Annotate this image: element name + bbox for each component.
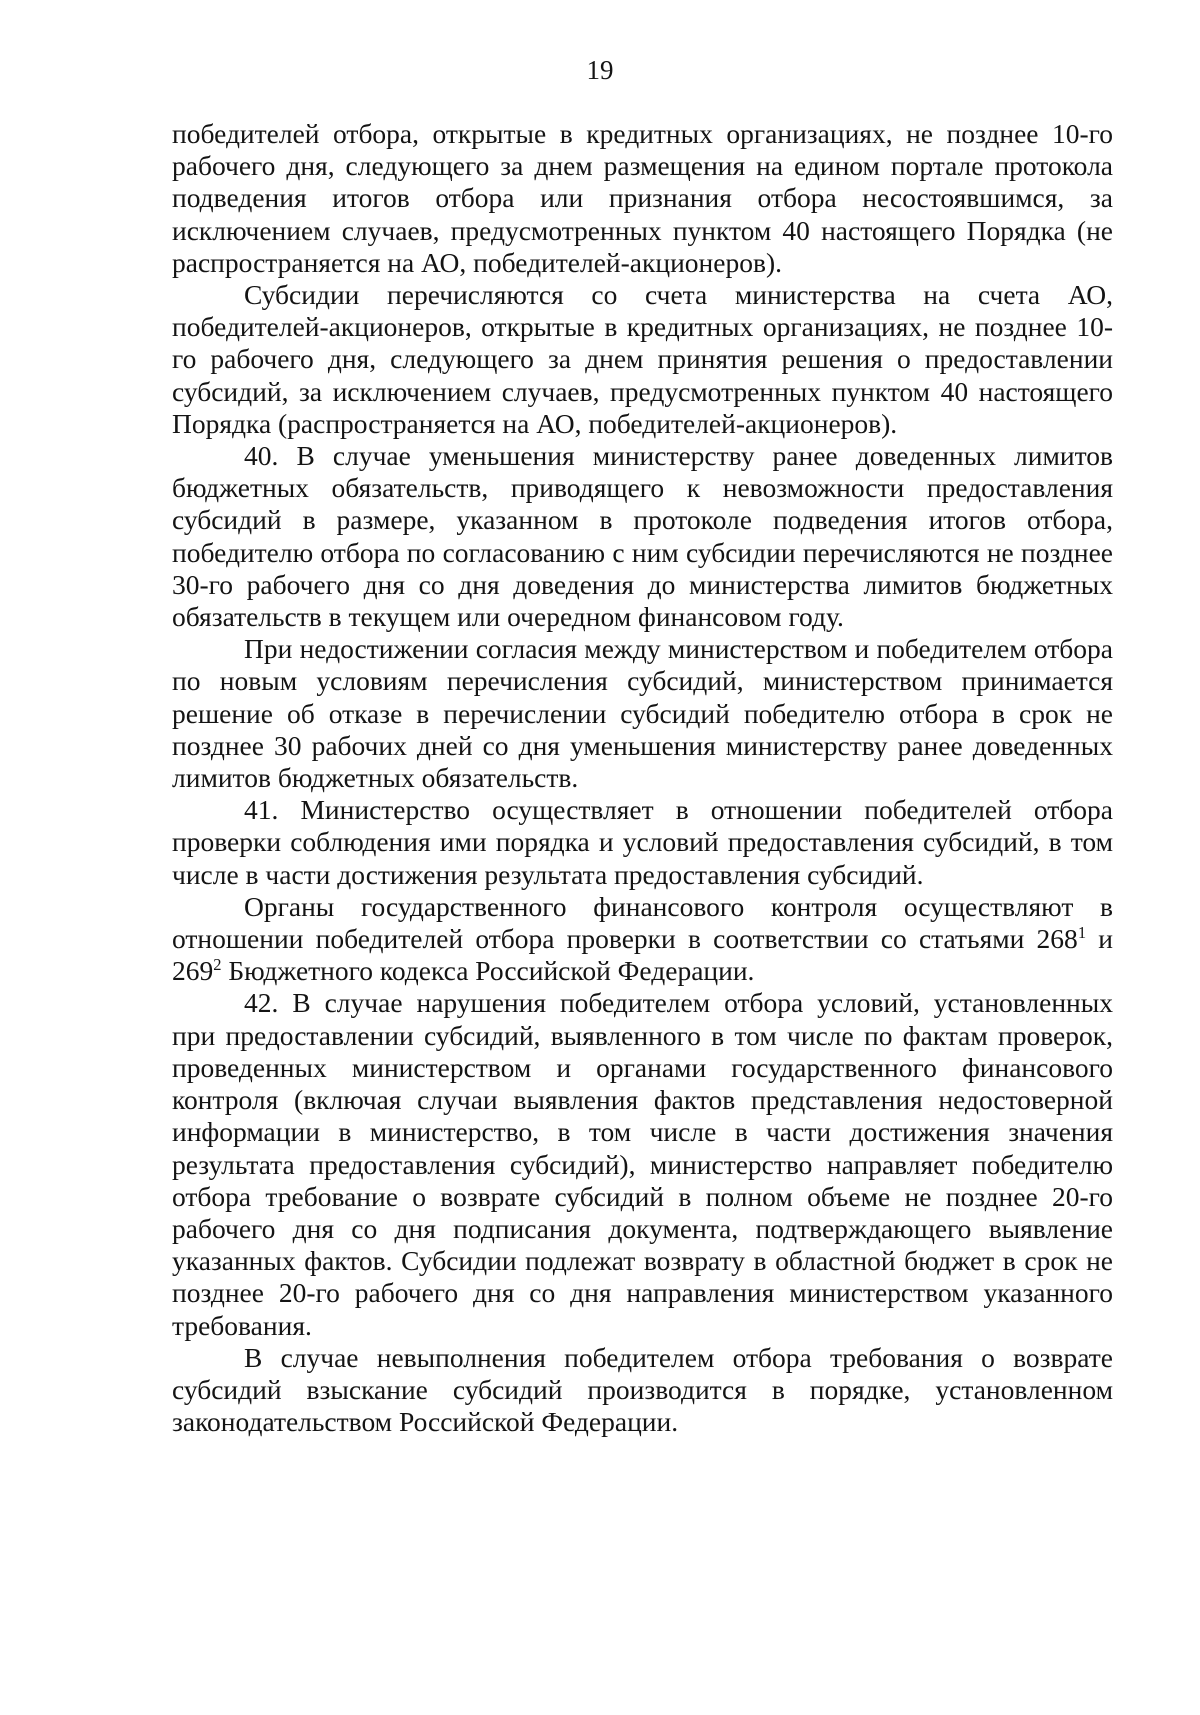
paragraph-no-agreement: При недостижении согласия между министерством и победителем отбора по новым условиям перечисления субсидий, министерством принимается решение об отказе в перечислении субсидий победителю отбора в срок не позднее 30 рабочих дней со дня уменьшения министерству ранее доведенных лимитов бюджетных обязательств.	[172, 633, 1113, 794]
paragraph-subsidy-transfer-ao: Субсидии перечисляются со счета министерства на счета АО, победителей-акционеров, открытые в кредитных организациях, не позднее 10-го рабочего дня, следующего за днем принятия решения о предоставлении субсидий, за исключением случаев, предусмотренных пунктом 40 настоящего Порядка (распространяется на АО, победителей-акционеров).	[172, 279, 1113, 439]
paragraph-clause-42: 42. В случае нарушения победителем отбора условий, установленных при предоставлении субсидий, выявленного в том числе по фактам проверок, проведенных министерством и органами государственного финансового контроля (включая случаи выявления фактов представления недостоверной информации в министерство, в том числе в части достижения значения результата предоставления субсидий), министерство направляет победителю отбора требование о возврате субсидий в полном объеме не позднее 20-го рабочего дня со дня подписания документа, подтверждающего выявление указанных фактов. Субсидии подлежат возврату в областной бюджет в срок не позднее 20-го рабочего дня со дня направления министерством указанного требования.	[172, 987, 1113, 1341]
paragraph-clause-41: 41. Министерство осуществляет в отношении победителей отбора проверки соблюдения ими порядка и условий предоставления субсидий, в том числе в части достижения результата предоставления субсидий.	[172, 794, 1113, 890]
financial-control-text-middle: и 269	[172, 923, 1113, 987]
superscript-2: 2	[213, 955, 222, 975]
paragraph-enforcement: В случае невыполнения победителем отбора требования о возврате субсидий взыскание субсидий производится в порядке, установленном законодательством Российской Федерации.	[172, 1341, 1113, 1438]
paragraph-clause-40: 40. В случае уменьшения министерству ранее доведенных лимитов бюджетных обязательств, приводящего к невозможности предоставления субсидий в размере, указанном в протоколе подведения итогов отбора, победителю отбора по согласованию с ним субсидии перечисляются не позднее 30-го рабочего дня со дня доведения до министерства лимитов бюджетных обязательств в текущем или очередном финансовом году.	[172, 440, 1113, 633]
financial-control-text-before: Органы государственного финансового контроля осуществляют в отношении победителей отбора проверки в соответствии со статьями 268	[172, 890, 1113, 955]
paragraph-financial-control	[172, 891, 1113, 988]
page-number: 19	[586, 55, 614, 85]
financial-control-text-after: Бюджетного кодекса Российской Федерации.	[221, 955, 755, 987]
superscript-1: 1	[1077, 922, 1087, 942]
paragraph-continuation: победителей отбора, открытые в кредитных организациях, не позднее 10-го рабочего дня, следующего за днем размещения на едином портале протокола подведения итогов отбора или признания отбора несостоявшимся, за исключением случаев, предусмотренных пунктом 40 настоящего Порядка (не распространяется на АО, победителей-акционеров).	[172, 118, 1113, 278]
document-body	[172, 118, 1113, 1438]
